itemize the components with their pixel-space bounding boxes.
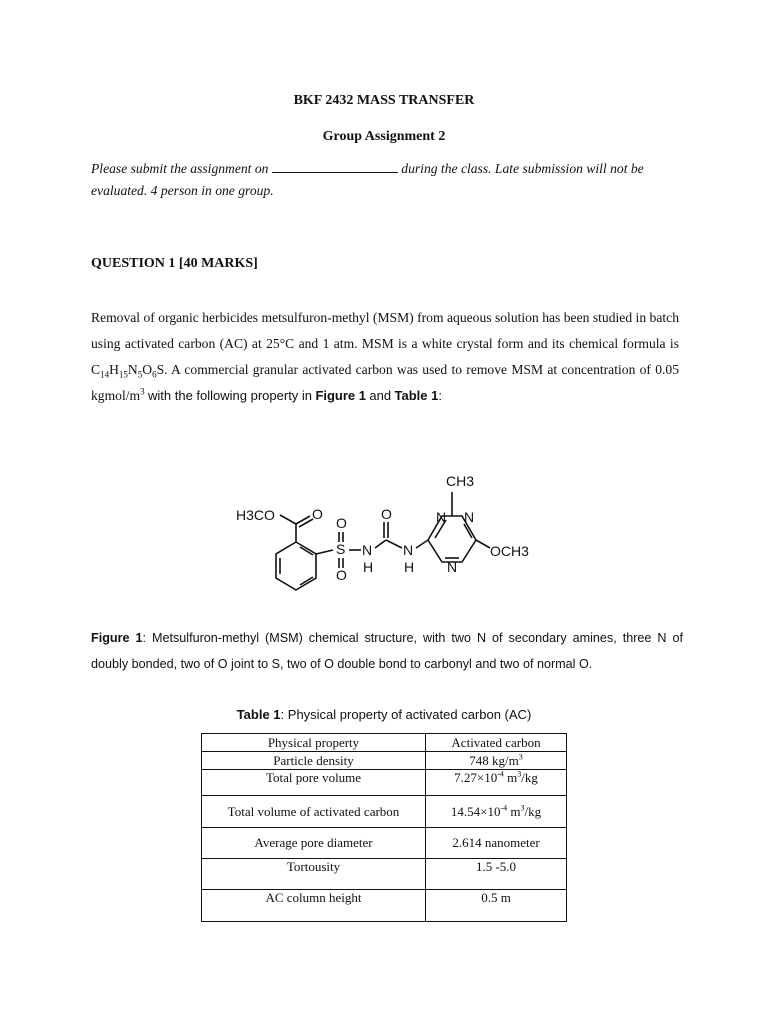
row-value: 2.614 nanometer [426,828,567,859]
question1-heading: QUESTION 1 [40 MARKS] [91,256,258,271]
row-property: AC column height [202,890,426,922]
formula-s-sym: S [156,362,165,377]
label-n-ring3: N [447,559,458,575]
instructions-part1: Please submit the assignment on [91,161,269,176]
row-value: 1.5 -5.0 [426,859,567,890]
row-value: $7.27\times 10^{-4}$ $m^3/kg$ [426,770,567,796]
instructions-part2: during the class. Late submission will not be evaluated. 4 person in one group. [91,161,644,198]
label-h3co: H3CO [236,507,275,523]
label-o-s-top: O [336,515,347,531]
table-row [202,752,567,770]
figure-caption-label: Figure 1 [91,631,143,645]
label-n-right: N [403,542,414,558]
table-row [202,796,567,828]
label-o-s-bottom: O [336,567,347,583]
date-blank [272,160,398,173]
label-h-right: H [404,559,415,575]
table-caption [0,707,768,722]
properties-table [201,733,567,922]
table-ref: Table 1 [394,388,439,403]
row-property: Total volume of activated carbon [202,796,426,828]
q1-text-c: with the following property in [148,388,313,403]
row-property: Particle density [202,752,426,770]
row-value: 748 $kg/m^3$ [426,752,567,770]
label-h-left: H [363,559,374,575]
q1-text-a: Removal of organic herbicides metsulfuron-methyl (MSM) from aqueous solution has been studied in batch using activated carbon (AC) at 25°C and 1 atm. MSM is a white crystal form and its chemical formula is C [91,310,679,377]
label-n-ring2: N [464,509,475,525]
label-n-ring1: N [436,509,447,525]
header-value: Activated carbon [426,734,567,752]
figure-caption [91,625,683,677]
conc-exponent: 3 [140,386,145,397]
row-property: Total pore volume [202,770,426,796]
label-o-urea: O [381,506,392,522]
course-title: BKF 2432 MASS TRANSFER [293,93,475,108]
row-property: Tortousity [202,859,426,890]
row-value: 0.5 m [426,890,567,922]
msm-structure-figure [228,462,548,612]
formula-o-sym: O [142,362,153,377]
formula-n-sym: N [127,362,138,377]
question1-paragraph [91,305,679,409]
q1-and: and [369,388,392,403]
row-property: Average pore diameter [202,828,426,859]
instructions [91,158,681,202]
figure-caption-text: : Metsulfuron-methyl (MSM) chemical structure, with two N of secondary amines, three N of doubly bonded, two of O joint to S, two of O double bond to carbonyl and two of normal O. [91,631,683,671]
formula-c: 14 [100,369,110,380]
table-header-row [202,734,567,752]
benzene-ring [276,542,316,590]
label-och3: OCH3 [490,543,529,559]
label-ch3-top: CH3 [446,473,475,489]
label-s: S [336,541,346,557]
table-row [202,890,567,922]
label-o-carbonyl: O [312,506,323,522]
table-caption-text: : Physical property of activated carbon (AC) [280,707,532,722]
header-property: Physical property [202,734,426,752]
figure-ref: Figure 1 [315,388,367,403]
assignment-title: Group Assignment 2 [322,129,446,144]
table-row [202,828,567,859]
q1-colon: : [438,388,442,403]
label-n-left: N [362,542,373,558]
formula-h-sym: H [109,362,119,377]
table-row [202,859,567,890]
formula-n: 5 [137,369,143,380]
q1-text-b: . A commercial granular activated carbon was used to remove MSM at concentration of 0.05 kgmol/m [91,362,679,403]
formula-o: 6 [152,369,157,380]
table-caption-label: Table 1 [236,707,281,722]
row-value: $14.54\times 10^{-4}$ $m^3/kg$ [426,796,567,828]
table-row [202,770,567,796]
formula-h: 15 [118,369,128,380]
